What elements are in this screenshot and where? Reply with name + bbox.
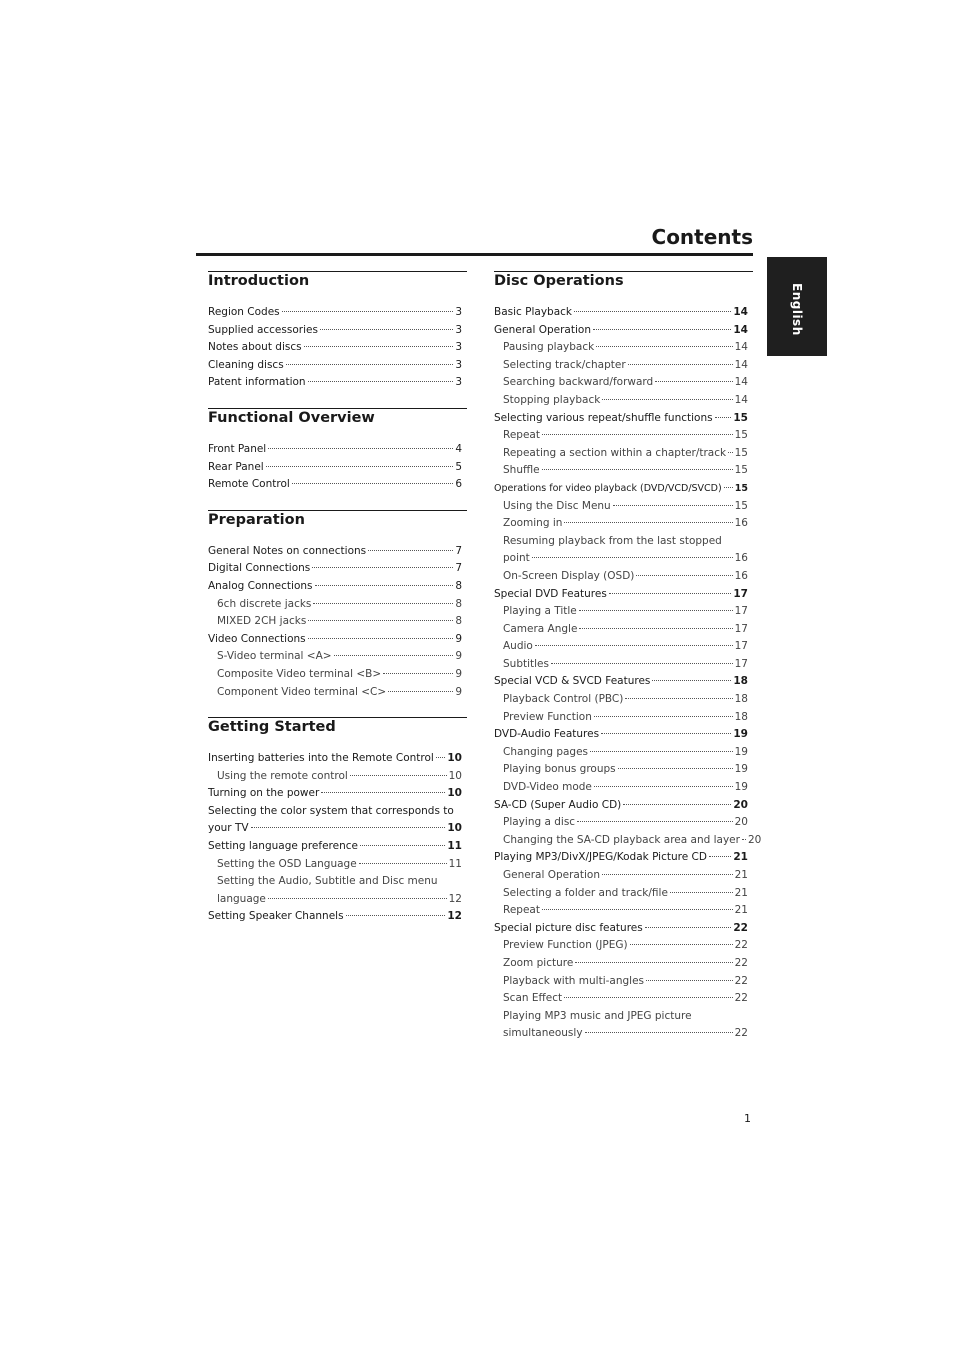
dot-leader xyxy=(724,487,733,488)
toc-entry-page: 10 xyxy=(447,752,462,765)
toc-entry[interactable] xyxy=(494,709,748,727)
toc-entry-page: 17 xyxy=(734,622,748,635)
section-heading: Preparation xyxy=(208,511,305,528)
toc-entry-page: 18 xyxy=(734,693,748,706)
toc-entry-title: Special VCD & SVCD Features xyxy=(494,675,651,688)
toc-entry[interactable] xyxy=(208,357,462,375)
toc-entry-title: Setting the Audio, Subtitle and Disc menu xyxy=(217,875,438,888)
section-heading: Functional Overview xyxy=(208,409,375,426)
toc-entry[interactable] xyxy=(494,814,748,832)
toc-entry-list xyxy=(208,750,462,926)
toc-entry-page: 17 xyxy=(734,640,748,653)
toc-entry-title: 6ch discrete jacks xyxy=(217,597,312,610)
toc-entry-page: 22 xyxy=(734,939,748,952)
toc-entry-title: Selecting various repeat/shuffle functions xyxy=(494,411,713,424)
dot-leader xyxy=(286,364,454,365)
toc-entry[interactable] xyxy=(494,480,748,498)
toc-entry[interactable] xyxy=(208,838,462,856)
section-heading: Disc Operations xyxy=(494,273,624,289)
dot-leader xyxy=(630,944,733,945)
toc-entry-title: Analog Connections xyxy=(208,579,313,592)
toc-entry-title: simultaneously xyxy=(503,1027,583,1040)
toc-entry-page: 15 xyxy=(734,464,748,477)
toc-section-introduction xyxy=(208,271,467,392)
toc-entry[interactable] xyxy=(494,990,748,1008)
toc-entry-title: Special DVD Features xyxy=(494,587,607,600)
toc-entry[interactable] xyxy=(494,761,748,779)
toc-entry-title: Playing MP3/DivX/JPEG/Kodak Picture CD xyxy=(494,851,707,864)
dot-leader xyxy=(308,638,454,639)
toc-entry[interactable] xyxy=(494,568,748,586)
dot-leader xyxy=(350,775,447,776)
toc-entry-title: Searching backward/forward xyxy=(503,376,654,389)
dot-leader xyxy=(646,980,733,981)
dot-leader xyxy=(618,768,733,769)
dot-leader xyxy=(268,448,453,449)
toc-entry-page: 21 xyxy=(733,851,748,864)
toc-entry[interactable] xyxy=(208,891,462,909)
toc-entry-page: 19 xyxy=(734,763,748,776)
toc-entry-title: SA-CD (Super Audio CD) xyxy=(494,798,622,811)
dot-leader xyxy=(594,786,733,787)
toc-entry-page: 14 xyxy=(733,306,748,318)
toc-entry-page: 8 xyxy=(455,597,462,610)
toc-entry[interactable] xyxy=(208,666,462,684)
toc-entry[interactable] xyxy=(494,849,748,867)
toc-entry[interactable] xyxy=(208,322,462,340)
dot-leader xyxy=(613,505,733,506)
toc-entry-title: Camera Angle xyxy=(503,622,578,635)
toc-entry-page: 3 xyxy=(455,341,462,354)
toc-entry-page: 14 xyxy=(734,393,748,406)
toc-entry[interactable] xyxy=(208,873,462,891)
dot-leader xyxy=(596,346,732,347)
toc-entry[interactable] xyxy=(494,1025,748,1043)
dot-leader xyxy=(346,915,446,916)
language-tab xyxy=(767,257,827,356)
toc-entry[interactable] xyxy=(208,476,462,494)
title-rule xyxy=(196,253,753,256)
toc-entry-title: Playback Control (PBC) xyxy=(503,693,624,706)
toc-entry-page: 3 xyxy=(455,306,462,318)
toc-entry[interactable] xyxy=(494,603,748,621)
toc-entry-page: 17 xyxy=(734,657,748,670)
toc-entry[interactable] xyxy=(494,902,748,920)
toc-entry-title: Digital Connections xyxy=(208,562,311,575)
toc-entry[interactable] xyxy=(494,374,748,392)
toc-entry-page: 7 xyxy=(455,544,462,557)
toc-entry-page: 9 xyxy=(455,685,462,698)
toc-entry-title: General Operation xyxy=(503,869,600,881)
toc-entry-title: Setting the OSD Language xyxy=(217,857,357,870)
dot-leader xyxy=(360,845,445,846)
toc-entry-title: Composite Video terminal <B> xyxy=(217,667,382,680)
toc-entry-title: Stopping playback xyxy=(503,393,601,406)
dot-leader xyxy=(251,827,446,828)
toc-entry[interactable] xyxy=(494,885,748,903)
toc-entry-title: Cleaning discs xyxy=(208,358,284,371)
toc-entry-title: Remote Control xyxy=(208,478,290,491)
toc-entry[interactable] xyxy=(494,832,762,850)
toc-entry-title: Setting Speaker Channels xyxy=(208,910,344,923)
toc-entry-title: Playing MP3 music and JPEG picture xyxy=(503,1009,692,1022)
page-number: 1 xyxy=(744,1112,751,1125)
dot-leader xyxy=(577,821,733,822)
toc-entry-title: Audio xyxy=(503,640,533,653)
toc-entry[interactable] xyxy=(208,441,462,459)
toc-entry-title: Resuming playback from the last stopped xyxy=(503,534,722,547)
toc-entry-page: 14 xyxy=(733,323,748,336)
toc-entry-title: Using the Disc Menu xyxy=(503,499,611,512)
toc-entry-page: 10 xyxy=(447,822,462,835)
dot-leader xyxy=(304,346,454,347)
toc-entry-page: 22 xyxy=(734,956,748,969)
toc-entry-title: General Operation xyxy=(494,323,591,336)
toc-entry-page: 5 xyxy=(455,460,462,473)
dot-leader xyxy=(313,603,453,604)
dot-leader xyxy=(542,434,733,435)
toc-entry-page: 15 xyxy=(733,411,748,424)
toc-entry-title: Subtitles xyxy=(503,657,549,670)
toc-entry-title: MIXED 2CH jacks xyxy=(217,615,307,628)
dot-leader xyxy=(625,698,732,699)
toc-entry[interactable] xyxy=(208,560,462,578)
toc-entry[interactable] xyxy=(208,596,462,614)
dot-leader xyxy=(670,892,733,893)
toc-entry[interactable] xyxy=(494,357,748,375)
toc-section-disc-operations xyxy=(494,271,762,1043)
toc-entry-title: Selecting a folder and track/file xyxy=(503,886,668,899)
toc-entry[interactable] xyxy=(208,908,462,926)
dot-leader xyxy=(742,839,746,840)
toc-entry-page: 21 xyxy=(734,886,748,899)
dot-leader xyxy=(308,620,453,621)
toc-entry-page: 12 xyxy=(448,892,462,905)
toc-entry-title: Pausing playback xyxy=(503,341,595,354)
dot-leader xyxy=(601,733,731,734)
dot-leader xyxy=(388,691,453,692)
dot-leader xyxy=(308,381,454,382)
dot-leader xyxy=(593,329,731,330)
dot-leader xyxy=(645,927,732,928)
toc-entry-page: 15 xyxy=(734,482,748,494)
dot-leader xyxy=(321,792,445,793)
toc-entry-title: Component Video terminal <C> xyxy=(217,685,387,698)
dot-leader xyxy=(574,311,731,312)
dot-leader xyxy=(368,550,453,551)
toc-entry-title: Special picture disc features xyxy=(494,921,643,934)
dot-leader xyxy=(728,452,733,453)
toc-entry[interactable] xyxy=(208,459,462,477)
toc-entry-title: DVD-Audio Features xyxy=(494,728,600,741)
toc-entry[interactable] xyxy=(208,820,462,838)
toc-entry-page: 4 xyxy=(455,442,462,455)
dot-leader xyxy=(602,399,732,400)
dot-leader xyxy=(535,645,733,646)
toc-entry-title: Playback with multi-angles xyxy=(503,974,645,987)
toc-entry-page: 22 xyxy=(734,1027,748,1040)
toc-entry-page: 21 xyxy=(734,869,748,881)
section-heading: Introduction xyxy=(208,273,310,289)
toc-entry-page: 12 xyxy=(447,910,462,923)
dot-leader xyxy=(564,997,733,998)
toc-entry-title: Region Codes xyxy=(208,306,280,318)
dot-leader xyxy=(542,469,733,470)
toc-entry[interactable] xyxy=(494,656,748,674)
dot-leader xyxy=(636,575,732,576)
toc-entry[interactable] xyxy=(494,973,748,991)
toc-entry-title: On-Screen Display (OSD) xyxy=(503,569,635,582)
toc-entry-page: 18 xyxy=(734,710,748,723)
toc-entry[interactable] xyxy=(494,920,748,938)
toc-entry-page: 19 xyxy=(733,728,748,741)
dot-leader xyxy=(579,610,733,611)
dot-leader xyxy=(575,962,732,963)
toc-entry-title: Turning on the power xyxy=(208,787,320,800)
toc-entry[interactable] xyxy=(208,631,462,649)
toc-entry[interactable] xyxy=(494,779,748,797)
dot-leader xyxy=(655,381,732,382)
toc-entry-page: 9 xyxy=(455,650,462,663)
toc-entry-title: Notes about discs xyxy=(208,341,302,354)
dot-leader xyxy=(292,483,454,484)
toc-entry[interactable] xyxy=(494,586,748,604)
toc-entry-title: Patent information xyxy=(208,376,306,389)
toc-section-functional-overview xyxy=(208,408,467,494)
toc-entry[interactable] xyxy=(494,937,748,955)
toc-entry-page: 3 xyxy=(455,376,462,389)
toc-entry[interactable] xyxy=(494,1008,748,1026)
toc-entry[interactable] xyxy=(494,550,748,568)
dot-leader xyxy=(532,557,733,558)
toc-entry[interactable] xyxy=(494,462,748,480)
toc-entry-page: 7 xyxy=(455,562,462,575)
toc-column-right xyxy=(494,271,762,1059)
toc-entry-list xyxy=(208,441,462,494)
toc-entry[interactable] xyxy=(208,374,462,392)
toc-entry-title: Changing pages xyxy=(503,745,589,758)
toc-entry[interactable] xyxy=(208,785,462,803)
toc-entry[interactable] xyxy=(494,427,748,445)
toc-entry-title: Scan Effect xyxy=(503,992,563,1005)
dot-leader xyxy=(709,856,731,857)
toc-entry-page: 10 xyxy=(447,787,462,800)
toc-entry-title: Video Connections xyxy=(208,632,306,645)
toc-entry[interactable] xyxy=(494,638,748,656)
toc-column-left xyxy=(208,271,467,942)
toc-entry-page: 22 xyxy=(734,992,748,1005)
dot-leader xyxy=(266,466,454,467)
toc-entry-page: 6 xyxy=(455,478,462,491)
toc-entry-page: 11 xyxy=(447,840,462,853)
toc-entry-title: Zoom picture xyxy=(503,956,574,969)
toc-entry[interactable] xyxy=(208,613,462,631)
toc-entry-title: Basic Playback xyxy=(494,306,572,318)
toc-entry-title: Changing the SA-CD playback area and layer xyxy=(503,833,740,846)
toc-entry[interactable] xyxy=(208,578,462,596)
dot-leader xyxy=(268,898,447,899)
toc-entry-title: your TV xyxy=(208,822,249,835)
toc-entry[interactable] xyxy=(494,339,748,357)
toc-entry[interactable] xyxy=(208,803,462,821)
toc-entry-title: Repeat xyxy=(503,429,540,442)
toc-entry[interactable] xyxy=(494,726,748,744)
toc-entry-title: Repeating a section within a chapter/track xyxy=(503,446,727,459)
toc-entry[interactable] xyxy=(494,533,748,551)
toc-entry-title: Preview Function (JPEG) xyxy=(503,939,628,952)
toc-entry-title: Front Panel xyxy=(208,442,267,455)
toc-entry-page: 20 xyxy=(733,798,748,811)
toc-entry-page: 19 xyxy=(734,745,748,758)
toc-entry[interactable] xyxy=(494,410,748,428)
toc-entry-page: 16 xyxy=(734,552,748,565)
toc-entry[interactable] xyxy=(494,691,748,709)
page-title: Contents xyxy=(651,225,753,249)
dot-leader xyxy=(609,593,732,594)
dot-leader xyxy=(594,716,733,717)
section-heading: Getting Started xyxy=(208,719,336,736)
toc-entry-page: 8 xyxy=(455,579,462,592)
toc-entry-page: 15 xyxy=(734,429,748,442)
toc-entry-page: 15 xyxy=(734,499,748,512)
toc-entry[interactable] xyxy=(494,673,748,691)
toc-entry[interactable] xyxy=(494,304,748,322)
toc-entry-title: Shuffle xyxy=(503,464,540,477)
toc-entry-title: point xyxy=(503,552,530,565)
toc-entry[interactable] xyxy=(494,621,748,639)
toc-entry-list xyxy=(494,304,762,1043)
toc-entry-title: General Notes on connections xyxy=(208,544,367,557)
toc-entry-title: Rear Panel xyxy=(208,460,264,473)
dot-leader xyxy=(334,655,454,656)
toc-entry-title: Inserting batteries into the Remote Control xyxy=(208,752,434,765)
toc-entry-page: 17 xyxy=(733,587,748,600)
toc-section-preparation xyxy=(208,510,467,701)
toc-entry[interactable] xyxy=(208,304,462,322)
toc-entry[interactable] xyxy=(494,322,748,340)
toc-entry-page: 14 xyxy=(734,341,748,354)
toc-entry-page: 20 xyxy=(734,816,748,829)
dot-leader xyxy=(436,757,446,758)
dot-leader xyxy=(652,680,731,681)
toc-entry[interactable] xyxy=(208,684,462,702)
toc-entry-title: Playing a Title xyxy=(503,605,577,618)
toc-entry-title: DVD-Video mode xyxy=(503,781,592,794)
toc-entry[interactable] xyxy=(208,339,462,357)
toc-entry-title: Operations for video playback (DVD/VCD/SVCD) xyxy=(494,482,722,494)
toc-entry-title: language xyxy=(217,892,266,905)
toc-entry-title: Repeat xyxy=(503,904,540,917)
dot-leader xyxy=(542,909,733,910)
dot-leader xyxy=(585,1032,733,1033)
toc-entry-page: 8 xyxy=(455,615,462,628)
dot-leader xyxy=(312,567,453,568)
toc-entry-page: 15 xyxy=(734,446,748,459)
toc-entry-title: Playing a disc xyxy=(503,816,576,829)
dot-leader xyxy=(383,673,453,674)
toc-entry-title: Supplied accessories xyxy=(208,323,318,336)
toc-entry-page: 18 xyxy=(733,675,748,688)
dot-leader xyxy=(579,628,732,629)
toc-entry-title: Selecting track/chapter xyxy=(503,358,626,371)
toc-entry-page: 3 xyxy=(455,323,462,336)
toc-entry[interactable] xyxy=(494,515,748,533)
toc-entry-title: Preview Function xyxy=(503,710,592,723)
toc-entry-page: 3 xyxy=(455,358,462,371)
toc-entry-page: 19 xyxy=(734,781,748,794)
toc-entry-title: Zooming in xyxy=(503,517,563,530)
toc-entry-list xyxy=(208,543,462,701)
language-tab-label: English xyxy=(790,283,804,336)
dot-leader xyxy=(564,522,732,523)
toc-entry-title: Selecting the color system that corresponds to xyxy=(208,804,454,817)
toc-entry[interactable] xyxy=(208,648,462,666)
toc-entry[interactable] xyxy=(208,768,462,786)
toc-entry-title: Setting language preference xyxy=(208,840,358,853)
toc-entry[interactable] xyxy=(208,750,462,768)
toc-entry-page: 10 xyxy=(448,769,462,782)
toc-entry[interactable] xyxy=(494,498,748,516)
toc-entry-title: Playing bonus groups xyxy=(503,763,616,776)
toc-entry-page: 17 xyxy=(734,605,748,618)
toc-entry-title: Using the remote control xyxy=(217,769,348,782)
toc-entry-page: 9 xyxy=(455,667,462,680)
toc-entry-title: S-Video terminal <A> xyxy=(217,650,332,663)
dot-leader xyxy=(628,364,733,365)
toc-entry-page: 20 xyxy=(747,833,762,846)
dot-leader xyxy=(359,863,447,864)
dot-leader xyxy=(590,751,733,752)
toc-entry[interactable] xyxy=(208,856,462,874)
dot-leader xyxy=(320,329,453,330)
dot-leader xyxy=(715,417,732,418)
toc-entry[interactable] xyxy=(208,543,462,561)
toc-entry[interactable] xyxy=(494,797,748,815)
dot-leader xyxy=(623,804,731,805)
dot-leader xyxy=(551,663,733,664)
toc-entry[interactable] xyxy=(494,392,748,410)
toc-entry-page: 22 xyxy=(733,921,748,934)
toc-entry[interactable] xyxy=(494,955,748,973)
toc-entry[interactable] xyxy=(494,445,748,463)
dot-leader xyxy=(282,311,454,312)
toc-entry-page: 14 xyxy=(734,376,748,389)
toc-entry[interactable] xyxy=(494,867,748,885)
toc-entry-list xyxy=(208,304,462,392)
toc-entry-page: 14 xyxy=(734,358,748,371)
dot-leader xyxy=(602,874,733,875)
toc-entry-page: 22 xyxy=(734,974,748,987)
toc-entry[interactable] xyxy=(494,744,748,762)
dot-leader xyxy=(315,585,454,586)
toc-entry-page: 16 xyxy=(734,517,748,530)
toc-entry-page: 16 xyxy=(734,569,748,582)
toc-entry-page: 21 xyxy=(734,904,748,917)
toc-section-getting-started xyxy=(208,717,467,926)
toc-entry-page: 9 xyxy=(455,632,462,645)
toc-entry-page: 11 xyxy=(448,857,462,870)
